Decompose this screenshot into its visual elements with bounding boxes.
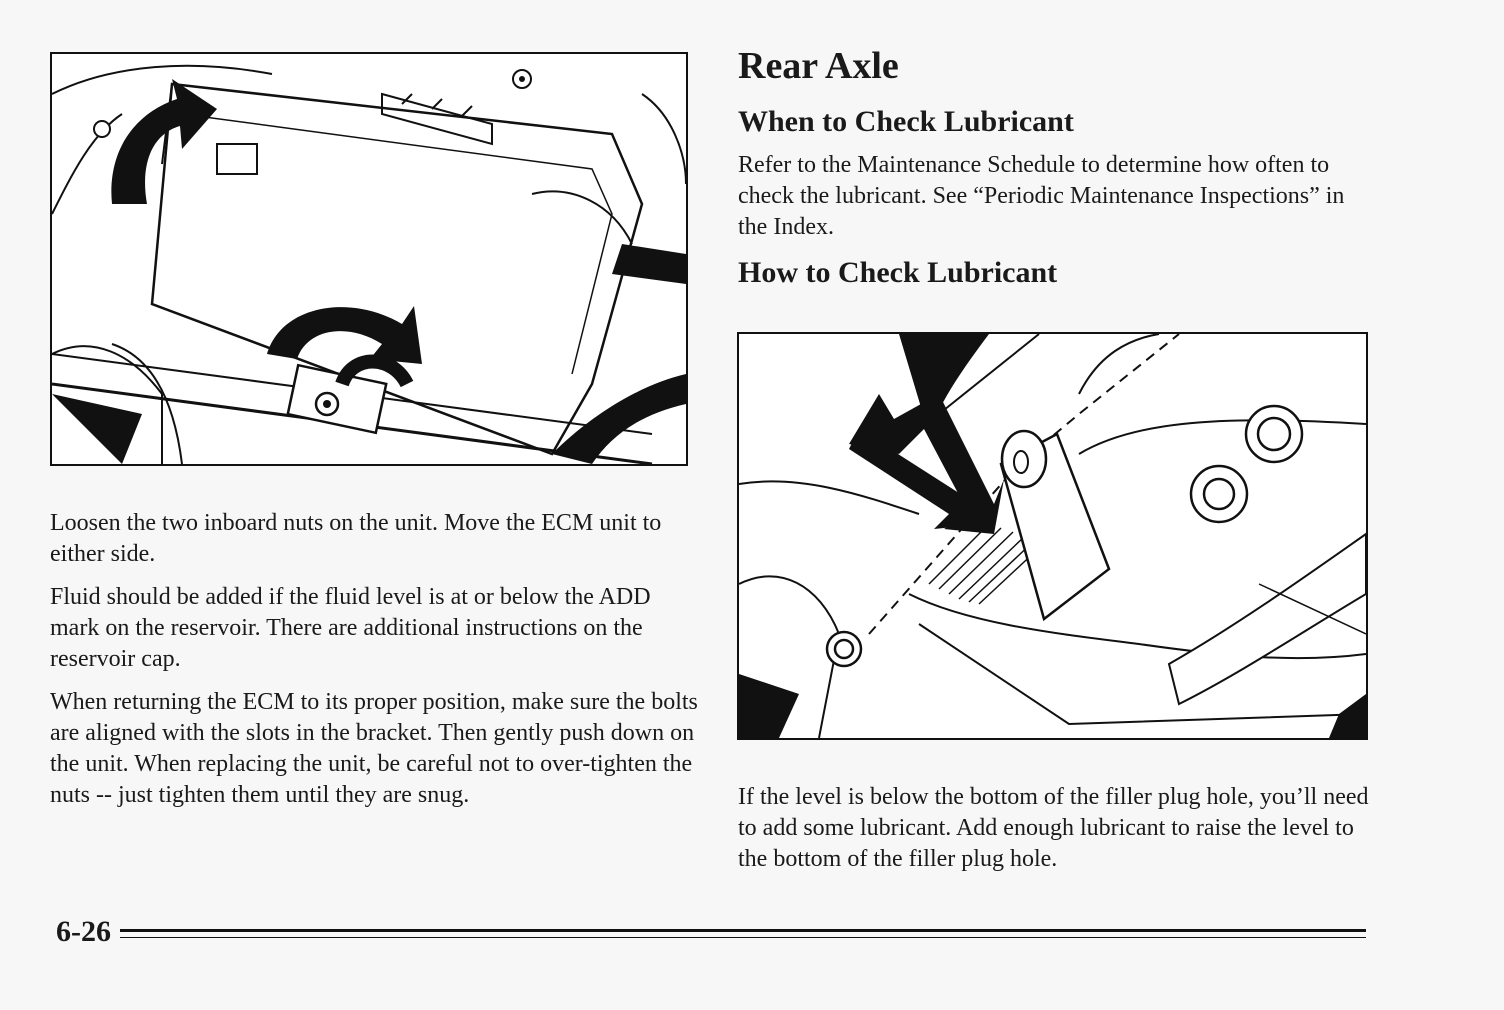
right-column bbox=[738, 44, 1378, 291]
when-to-check-heading: When to Check Lubricant bbox=[738, 105, 1074, 138]
section-title: Rear Axle bbox=[738, 45, 899, 87]
footer-rule-thick bbox=[120, 929, 1366, 932]
fluid-level-paragraph: Fluid should be added if the fluid level is at or below the ADD mark on the reservoir. There are additional instructions on the reservoir cap. bbox=[50, 584, 651, 672]
add-lubricant-paragraph: If the level is below the bottom of the filler plug hole, you’ll need to add some lubricant. Add enough lubricant to raise the level to the bottom of the filler plug hole. bbox=[738, 784, 1369, 872]
loosen-nuts-paragraph: Loosen the two inboard nuts on the unit. Move the ECM unit to either side. bbox=[50, 510, 662, 567]
ecm-drawing bbox=[52, 54, 686, 464]
how-to-check-heading: How to Check Lubricant bbox=[738, 256, 1058, 289]
page-number: 6-26 bbox=[56, 915, 111, 948]
when-to-check-paragraph: Refer to the Maintenance Schedule to determine how often to check the lubricant. See “Periodic Maintenance Inspections” in the Index. bbox=[738, 152, 1345, 240]
returning-ecm-paragraph: When returning the ECM to its proper position, make sure the bolts are aligned with the slots in the bracket. Then gently push down on the unit. When replacing the unit, be careful not to over-tighten the nuts -- just tighten them until they are snug. bbox=[50, 689, 698, 808]
footer-rule-thin bbox=[120, 937, 1366, 938]
rear-axle-drawing bbox=[739, 334, 1366, 738]
page-footer bbox=[56, 912, 1366, 952]
left-column bbox=[50, 508, 700, 823]
ecm-illustration bbox=[50, 52, 688, 466]
rear-axle-illustration bbox=[737, 332, 1368, 740]
